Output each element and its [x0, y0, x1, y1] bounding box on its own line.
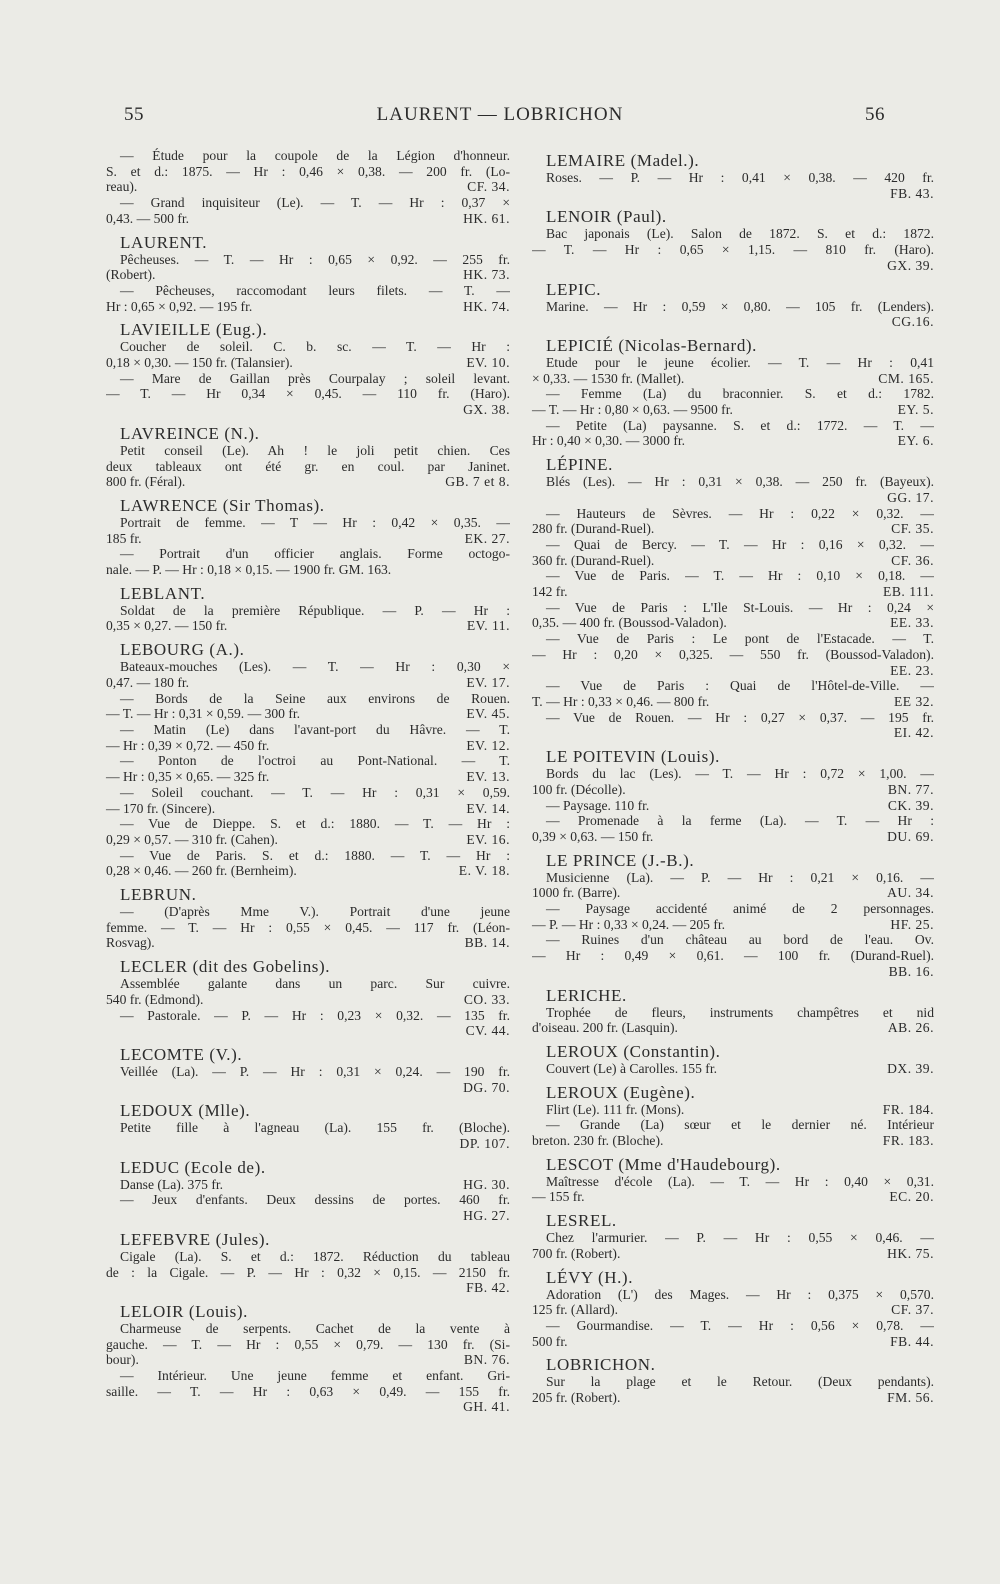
entry-text: 100 fr. (Décolle).	[532, 781, 626, 797]
entry-line: — Intérieur. Une jeune femme et enfant. Gri-	[120, 1368, 510, 1384]
entry-line: — Hr : 0,20 × 0,325. — 550 fr. (Boussod-Valadon).	[532, 646, 934, 662]
artist-entry	[106, 640, 510, 879]
entry-line	[106, 935, 510, 951]
entry-text: 0,28 × 0,46. — 260 fr. (Bernheim).	[106, 863, 297, 879]
entry-text: (Robert).	[106, 267, 156, 283]
artist-entry	[106, 148, 510, 227]
entry-line	[106, 675, 510, 691]
entry-line: Bac japonais (Le). Salon de 1872. S. et d.: 1872.	[546, 226, 934, 242]
sale-reference: EE 32.	[894, 693, 934, 709]
entry-line: — T. — Hr 0,34 × 0,45. — 110 fr. (Haro).	[106, 386, 510, 402]
artist-entry	[532, 1155, 934, 1205]
sale-reference: CM. 165.	[878, 370, 934, 386]
entry-line: de : la Cigale. — P. — Hr : 0,32 × 0,15. — 2150 fr.	[106, 1264, 510, 1280]
artist-entry	[532, 207, 934, 273]
entry-text: 800 fr. (Féral).	[106, 474, 186, 490]
page-number-right: 56	[865, 104, 885, 125]
entry-line	[532, 782, 934, 798]
entry-line	[532, 694, 934, 710]
entry-line: Cigale (La). S. et d.: 1872. Réduction du tableau	[120, 1248, 510, 1264]
artist-entry	[532, 851, 934, 980]
artist-name: LEDUC (Ecole de).	[120, 1157, 266, 1177]
sale-reference: CV. 44.	[465, 1023, 510, 1039]
entry-line: — Hauteurs de Sèvres. — Hr : 0,22 × 0,32. —	[546, 505, 934, 521]
entry-line: — Quai de Bercy. — T. — Hr : 0,16 × 0,32. —	[546, 536, 934, 552]
artist-entry	[106, 424, 510, 490]
artist-entry	[106, 233, 510, 315]
artist-entry	[106, 496, 510, 578]
sale-reference: FM. 56.	[887, 1390, 934, 1406]
entry-text: bour).	[106, 1352, 139, 1368]
entry-line: — Soleil couchant. — T. — Hr : 0,31 × 0,59.	[120, 784, 510, 800]
entry-text: 205 fr. (Robert).	[532, 1390, 621, 1406]
artist-name: LÉVY (H.).	[546, 1267, 634, 1287]
entry-text: 0,47. — 180 fr.	[106, 674, 190, 690]
sale-reference: HG. 27.	[463, 1208, 510, 1224]
entry-line	[532, 829, 934, 845]
entry-line: — Vue de Paris. — T. — Hr : 0,10 × 0,18. —	[546, 568, 934, 584]
entry-line: Coucher de soleil. C. b. sc. — T. — Hr :	[120, 339, 510, 355]
entry-line: — Hr : 0,49 × 0,61. — 100 fr. (Durand-Ruel).	[532, 948, 934, 964]
artist-name: LEROUX (Constantin).	[546, 1041, 721, 1061]
entry-text: 700 fr. (Robert).	[532, 1245, 621, 1261]
sale-reference: CK. 39.	[887, 797, 934, 813]
entry-line: Blés (Les). — Hr : 0,31 × 0,38. — 250 fr. (Bayeux).	[546, 474, 934, 490]
entry-line	[106, 211, 510, 227]
sale-reference: EB. 111.	[883, 584, 934, 600]
artist-name: LEDOUX (Mlle).	[120, 1101, 251, 1121]
artist-name: LEROUX (Eugène).	[546, 1082, 696, 1102]
entry-line: Assemblée galante dans un parc. Sur cuivre.	[120, 976, 510, 992]
artist-entry	[532, 1083, 934, 1149]
sale-reference: GX. 39.	[887, 257, 934, 273]
entry-line: — Pastorale. — P. — Hr : 0,23 × 0,32. — 135 fr.	[120, 1007, 510, 1023]
sale-reference: DU. 69.	[887, 828, 934, 844]
entry-text: — Paysage. 110 fr.	[546, 797, 650, 813]
sale-reference: EI. 42.	[893, 725, 934, 741]
artist-name: LECLER (dit des Gobelins).	[120, 957, 331, 977]
entry-text: Rosvag).	[106, 935, 155, 951]
entry-text: 142 fr.	[532, 584, 568, 600]
artist-name: LEPICIÉ (Nicolas-Bernard).	[546, 335, 758, 355]
entry-text: breton. 230 fr. (Bloche).	[532, 1133, 664, 1149]
sale-reference: CF. 35.	[891, 521, 934, 537]
artist-name: LEMAIRE (Madel.).	[546, 151, 700, 170]
artist-entry	[106, 1101, 510, 1151]
sale-reference: FB. 44.	[890, 1333, 934, 1349]
entry-line	[106, 738, 510, 754]
entry-line	[532, 1061, 934, 1077]
entry-line: — Promenade à la ferme (La). — T. — Hr :	[546, 813, 934, 829]
artist-entry	[106, 885, 510, 951]
entry-text: 540 fr. (Edmond).	[106, 991, 204, 1007]
artist-entry	[532, 1268, 934, 1350]
sale-reference: BB. 14.	[464, 935, 510, 951]
entry-line	[532, 371, 934, 387]
entry-line: — Ruines d'un château au bord de l'eau. Ov.	[546, 932, 934, 948]
sale-reference: GH. 41.	[463, 1399, 510, 1415]
sale-reference: CO. 33.	[463, 991, 510, 1007]
entry-line: — Ponton de l'octroi au Pont-National. — T.	[120, 753, 510, 769]
entry-text: 280 fr. (Durand-Ruel).	[532, 521, 655, 537]
artist-entry	[532, 1211, 934, 1261]
sale-reference: EV. 11.	[466, 618, 510, 634]
entry-line	[532, 553, 934, 569]
artist-name: LESCOT (Mme d'Haudebourg).	[546, 1154, 781, 1174]
entry-line: — Grande (La) sœur et le dernier né. Intérieur	[546, 1117, 934, 1133]
artist-name: LECOMTE (V.).	[120, 1044, 243, 1064]
entry-line: Chez l'armurier. — P. — Hr : 0,55 × 0,46. —	[546, 1230, 934, 1246]
entry-line	[106, 863, 510, 879]
entry-text: 185 fr.	[106, 530, 142, 546]
entry-line: — Vue de Paris : Le pont de l'Estacade. — T.	[546, 631, 934, 647]
entry-text: 0,35. — 400 fr. (Boussod-Valadon).	[532, 615, 727, 631]
entry-text: 0,43. — 500 fr.	[106, 210, 190, 226]
artist-name: LAURENT.	[120, 232, 208, 252]
entry-line: Petit conseil (Le). Ah ! le joli petit chien. Ces	[120, 442, 510, 458]
entry-line	[532, 584, 934, 600]
entry-line: — Étude pour la coupole de la Légion d'honneur.	[120, 148, 510, 163]
entry-text: 0,18 × 0,30. — 150 fr. (Talansier).	[106, 355, 293, 371]
sale-reference: GX. 38.	[463, 402, 510, 418]
sale-reference: HK. 75.	[887, 1245, 934, 1261]
entry-line	[532, 1189, 934, 1205]
entry-text: Couvert (Le) à Carolles. 155 fr.	[546, 1060, 718, 1076]
entry-text: 0,39 × 0,63. — 150 fr.	[532, 828, 654, 844]
artist-name: LENOIR (Paul).	[546, 207, 667, 227]
entry-line: — T. — Hr : 0,65 × 1,15. — 810 fr. (Haro).	[532, 242, 934, 258]
entry-line	[106, 992, 510, 1008]
entry-line: — Petite (La) paysanne. S. et d.: 1772. — T. —	[546, 417, 934, 433]
artist-name: LERICHE.	[546, 985, 627, 1005]
entry-line	[532, 1302, 934, 1318]
entry-text: Hr : 0,65 × 0,92. — 195 fr.	[106, 298, 253, 314]
sale-reference: EE. 33.	[890, 615, 934, 631]
entry-line: saille. — T. — Hr : 0,63 × 0,49. — 155 fr.	[106, 1383, 510, 1399]
entry-line	[106, 832, 510, 848]
entry-line	[106, 474, 510, 490]
entry-line: — Portrait d'un officier anglais. Forme octogo-	[120, 546, 510, 562]
entry-line: S. et d.: 1875. — Hr : 0,46 × 0,38. — 200 fr. (Lo-	[106, 163, 510, 179]
entry-text: 0,35 × 0,27. — 150 fr.	[106, 618, 228, 634]
artist-name: LÉPINE.	[546, 455, 613, 475]
sale-reference: EY. 6.	[897, 433, 934, 449]
entry-line: deux tableaux ont été gr. en coul. par Janinet.	[106, 458, 510, 474]
entry-line	[532, 1133, 934, 1149]
entry-line: — Vue de Paris : L'Ile St-Louis. — Hr : 0,24 ×	[546, 599, 934, 615]
entry-line	[532, 433, 934, 449]
entry-line	[106, 769, 510, 785]
artist-entry	[106, 1230, 510, 1296]
entry-line	[532, 1390, 934, 1406]
artist-entry	[532, 336, 934, 449]
entry-line	[532, 1334, 934, 1350]
sale-reference: DG. 70.	[463, 1079, 510, 1095]
artist-entry	[532, 151, 934, 201]
sale-reference: EV. 17.	[466, 674, 510, 690]
artist-name: LELOIR (Louis).	[120, 1301, 248, 1321]
entry-text: — P. — Hr : 0,33 × 0,24. — 205 fr.	[532, 916, 726, 932]
sale-reference: HG. 30.	[463, 1176, 510, 1192]
sale-reference: EV. 10.	[466, 355, 510, 371]
entry-text: — Hr : 0,35 × 0,65. — 325 fr.	[106, 769, 270, 785]
artist-name: LE PRINCE (J.-B.).	[546, 850, 695, 870]
entry-line: — Paysage accidenté animé de 2 personnages.	[546, 901, 934, 917]
page-number-left: 55	[124, 104, 144, 125]
entry-line: Pêcheuses. — T. — Hr : 0,65 × 0,92. — 255 fr.	[120, 251, 510, 267]
entry-line: — Femme (La) du braconnier. S. et d.: 1782.	[546, 386, 934, 402]
entry-line: Trophée de fleurs, instruments champêtres et nid	[546, 1004, 934, 1020]
entry-line	[532, 1020, 934, 1036]
artist-name: LAVIEILLE (Eug.).	[120, 320, 268, 340]
entry-line	[106, 531, 510, 547]
sale-reference: FB. 43.	[890, 185, 934, 201]
entry-text: — 155 fr.	[532, 1189, 585, 1205]
entry-line	[106, 706, 510, 722]
entry-line	[106, 1177, 510, 1193]
artist-name: LOBRICHON.	[546, 1355, 656, 1375]
artist-entry	[532, 1042, 934, 1077]
sale-reference: FB. 42.	[466, 1280, 510, 1296]
artist-entry	[106, 1302, 510, 1415]
entry-line	[106, 179, 510, 195]
artist-name: LEFEBVRE (Jules).	[120, 1229, 270, 1249]
sale-reference: AU. 34.	[887, 885, 934, 901]
entry-line	[532, 615, 934, 631]
entry-line: — Gourmandise. — T. — Hr : 0,56 × 0,78. —	[546, 1317, 934, 1333]
entry-line: — Matin (Le) dans l'avant-port du Hâvre. — T.	[120, 721, 510, 737]
sale-reference: EV. 45.	[466, 706, 510, 722]
artist-name: LE POITEVIN (Louis).	[546, 747, 720, 767]
entry-line: — Mare de Gaillan près Courpalay ; soleil levant.	[120, 370, 510, 386]
entry-line	[106, 801, 510, 817]
sale-reference: CF. 36.	[891, 552, 934, 568]
entry-line: — Pêcheuses, raccomodant leurs filets. — T. —	[120, 282, 510, 298]
entry-line: gauche. — T. — Hr : 0,55 × 0,79. — 130 fr. (Si-	[106, 1336, 510, 1352]
sale-reference: E. V. 18.	[458, 863, 510, 879]
sale-reference: FR. 183.	[882, 1133, 934, 1149]
entry-line	[532, 885, 934, 901]
artist-entry	[106, 957, 510, 1039]
entry-line: Musicienne (La). — P. — Hr : 0,21 × 0,16. —	[546, 869, 934, 885]
entry-line	[532, 798, 934, 814]
sale-reference: EC. 20.	[889, 1189, 934, 1205]
entry-line: — Jeux d'enfants. Deux dessins de portes. 460 fr.	[120, 1192, 510, 1208]
sale-reference: EY. 5.	[897, 402, 934, 418]
artist-name: LEBLANT.	[120, 583, 206, 603]
entry-line: femme. — T. — Hr : 0,55 × 0,45. — 117 fr. (Léon-	[106, 919, 510, 935]
entry-line: — Grand inquisiteur (Le). — T. — Hr : 0,37 ×	[120, 195, 510, 211]
entry-line	[532, 1102, 934, 1118]
entry-line: Sur la plage et le Retour. (Deux pendants).	[546, 1374, 934, 1390]
entry-text: d'oiseau. 200 fr. (Lasquin).	[532, 1020, 678, 1036]
entry-text: Flirt (Le). 111 fr. (Mons).	[546, 1101, 685, 1117]
artist-name: LEBOURG (A.).	[120, 640, 245, 660]
sale-reference: EV. 13.	[466, 769, 510, 785]
sale-reference: EV. 16.	[466, 831, 510, 847]
sale-reference: HK. 73.	[463, 267, 510, 283]
artist-name: LESREL.	[546, 1211, 617, 1231]
entry-line: Petite fille à l'agneau (La). 155 fr. (Bloche).	[120, 1120, 510, 1136]
artist-entry	[106, 320, 510, 418]
artist-entry	[532, 986, 934, 1036]
sale-reference: BN. 76.	[463, 1352, 510, 1368]
entry-line	[106, 618, 510, 634]
entry-line: Portrait de femme. — T — Hr : 0,42 × 0,35. —	[120, 514, 510, 530]
entry-line: — Vue de Paris : Quai de l'Hôtel-de-Ville. —	[546, 678, 934, 694]
artist-entry	[106, 1045, 510, 1095]
entry-line	[106, 267, 510, 283]
entry-line: Bateaux-mouches (Les). — T. — Hr : 0,30 ×	[120, 659, 510, 675]
entry-text: 1000 fr. (Barre).	[532, 885, 621, 901]
entry-text: × 0,33. — 1530 fr. (Mallet).	[532, 370, 685, 386]
entry-line	[532, 1246, 934, 1262]
sale-reference: FR. 184.	[882, 1101, 934, 1117]
entry-line	[106, 299, 510, 315]
sale-reference: HF. 25.	[890, 916, 934, 932]
entry-line: Etude pour le jeune écolier. — T. — Hr : 0,41	[546, 354, 934, 370]
running-title: LAURENT — LOBRICHON	[376, 104, 624, 125]
entry-text: reau).	[106, 179, 138, 195]
sale-reference: EV. 14.	[466, 800, 510, 816]
entry-text: Hr : 0,40 × 0,30. — 3000 fr.	[532, 433, 686, 449]
sale-reference: EV. 12.	[466, 737, 510, 753]
artist-entry	[532, 747, 934, 845]
artist-entry	[106, 1158, 510, 1224]
entry-line: — Bords de la Seine aux environs de Rouen.	[120, 690, 510, 706]
sale-reference: DX. 39.	[887, 1060, 934, 1076]
artist-entry	[532, 280, 934, 330]
artist-entry	[106, 584, 510, 634]
entry-line: Roses. — P. — Hr : 0,41 × 0,38. — 420 fr.	[546, 170, 934, 185]
entry-line	[532, 917, 934, 933]
entry-line	[106, 1352, 510, 1368]
right-column	[532, 148, 934, 1412]
entry-text: 125 fr. (Allard).	[532, 1302, 619, 1318]
entry-line: — (D'après Mme V.). Portrait d'une jeune	[120, 904, 510, 920]
entry-text: — T. — Hr : 0,80 × 0,63. — 9500 fr.	[532, 402, 733, 418]
sale-reference: HK. 61.	[463, 210, 510, 226]
entry-line: nale. — P. — Hr : 0,18 × 0,15. — 1900 fr. GM. 163.	[106, 562, 392, 578]
entry-line: Adoration (L') des Mages. — Hr : 0,375 × 0,570.	[546, 1286, 934, 1302]
sale-reference: GG. 17.	[887, 489, 934, 505]
entry-line: — Vue de Dieppe. S. et d.: 1880. — T. — Hr :	[120, 816, 510, 832]
sale-reference: CG.16.	[891, 314, 934, 330]
entry-text: — Hr : 0,39 × 0,72. — 450 fr.	[106, 737, 270, 753]
sale-reference: GB. 7 et 8.	[445, 474, 510, 490]
artist-name: LEPIC.	[546, 279, 602, 299]
sale-reference: DP. 107.	[459, 1136, 510, 1152]
sale-reference: HK. 74.	[463, 298, 510, 314]
entry-line: Maîtresse d'école (La). — T. — Hr : 0,40 × 0,31.	[546, 1173, 934, 1189]
artist-name: LEBRUN.	[120, 885, 197, 905]
entry-text: 500 fr.	[532, 1333, 568, 1349]
sale-reference: CF. 34.	[467, 179, 510, 195]
entry-text: — 170 fr. (Sincere).	[106, 800, 216, 816]
entry-line: Charmeuse de serpents. Cachet de la vente à	[120, 1320, 510, 1336]
entry-line: Bords du lac (Les). — T. — Hr : 0,72 × 1,00. —	[546, 766, 934, 782]
entry-line: — Vue de Paris. S. et d.: 1880. — T. — Hr :	[120, 847, 510, 863]
entry-text: 360 fr. (Durand-Ruel).	[532, 552, 655, 568]
entry-text: 0,29 × 0,57. — 310 fr. (Cahen).	[106, 831, 278, 847]
entry-line	[106, 355, 510, 371]
artist-name: LAVREINCE (N.).	[120, 423, 260, 443]
entry-line	[532, 402, 934, 418]
entry-text: — T. — Hr : 0,31 × 0,59. — 300 fr.	[106, 706, 301, 722]
artist-entry	[532, 455, 934, 741]
entry-line: — Vue de Rouen. — Hr : 0,27 × 0,37. — 195 fr.	[546, 709, 934, 725]
sale-reference: EE. 23.	[890, 662, 934, 678]
entry-line: Veillée (La). — P. — Hr : 0,31 × 0,24. — 190 fr.	[120, 1063, 510, 1079]
sale-reference: BN. 77.	[887, 781, 934, 797]
artist-name: LAWRENCE (Sir Thomas).	[120, 495, 325, 515]
sale-reference: AB. 26.	[887, 1020, 934, 1036]
entry-text: T. — Hr : 0,33 × 0,46. — 800 fr.	[532, 693, 710, 709]
entry-line: Marine. — Hr : 0,59 × 0,80. — 105 fr. (Lenders).	[546, 298, 934, 314]
sale-reference: EK. 27.	[464, 530, 510, 546]
artist-entry	[532, 1355, 934, 1405]
sale-reference: BB. 16.	[888, 963, 934, 979]
left-column	[106, 148, 510, 1421]
entry-text: Danse (La). 375 fr.	[120, 1176, 224, 1192]
entry-line: Soldat de la première République. — P. — Hr :	[120, 602, 510, 618]
sale-reference: CF. 37.	[891, 1302, 934, 1318]
entry-line	[532, 521, 934, 537]
